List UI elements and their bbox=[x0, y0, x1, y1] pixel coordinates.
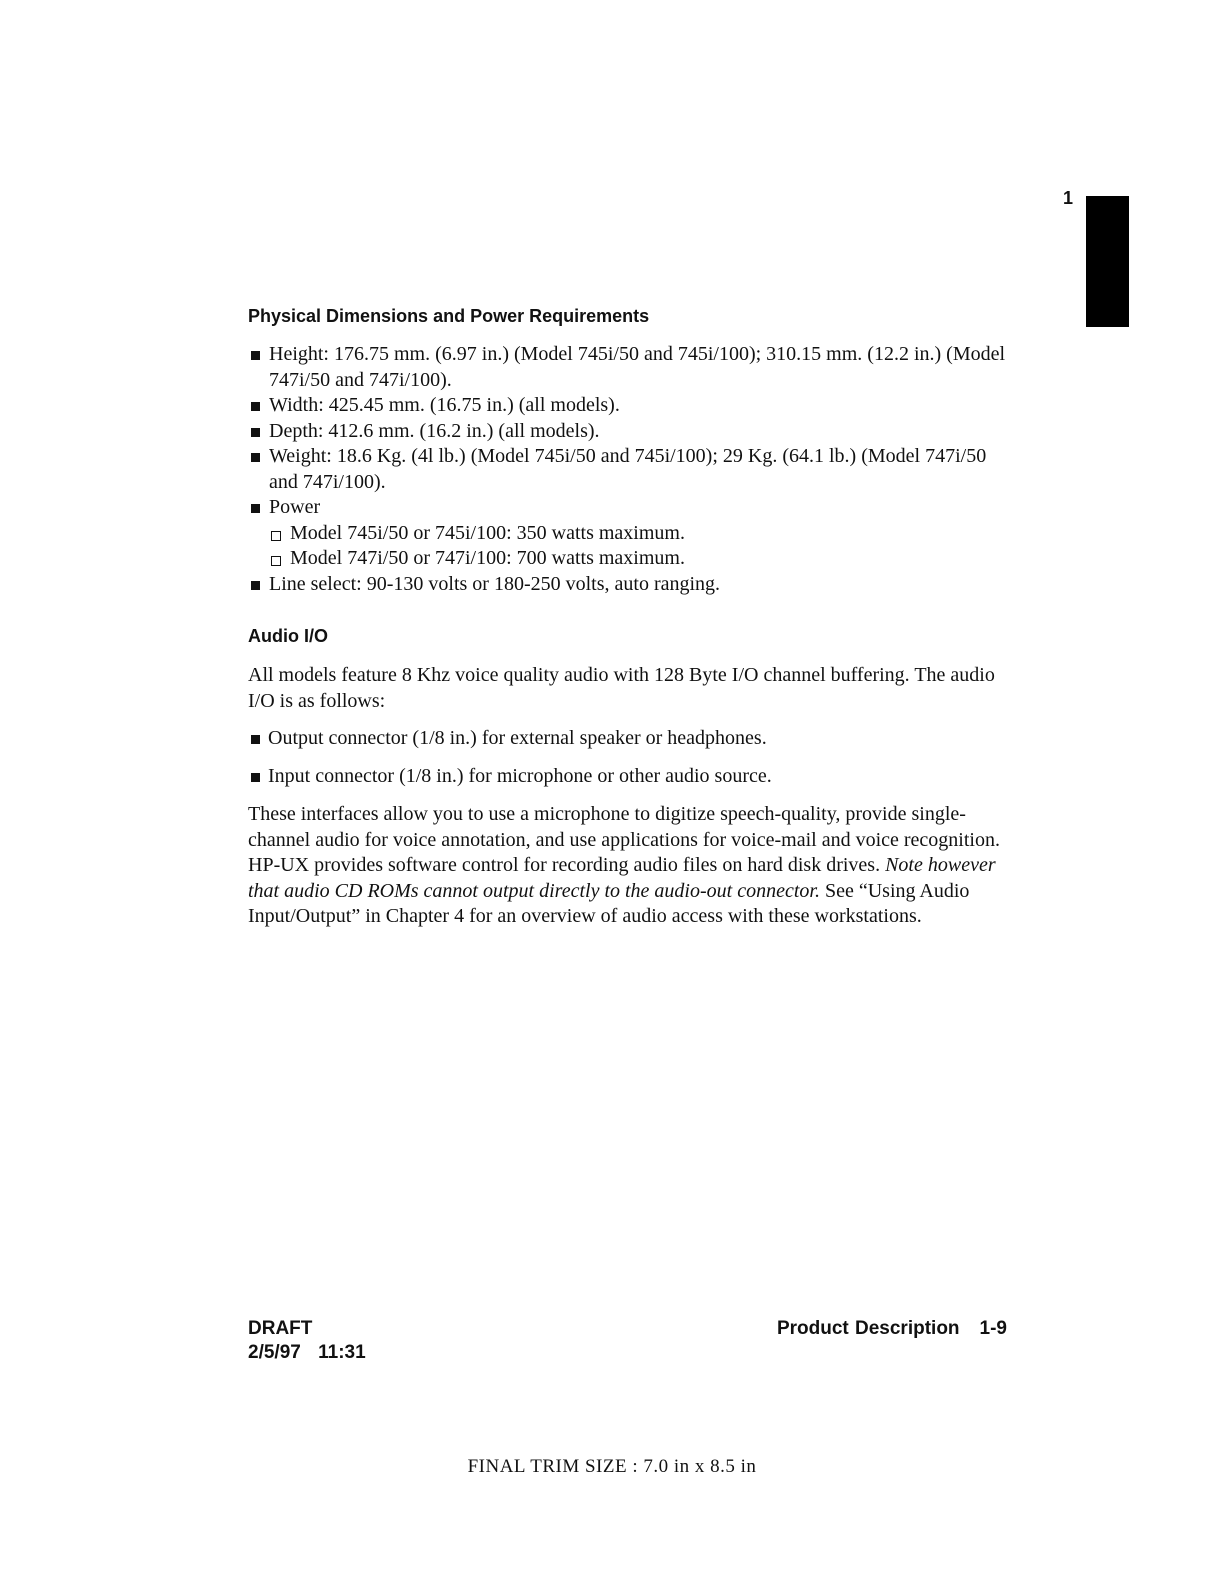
chapter-tab-number: 1 bbox=[1063, 188, 1074, 208]
power-sublist bbox=[269, 521, 1008, 572]
footer-date: 2/5/97 11:31 bbox=[248, 1342, 366, 1363]
physical-specs-list bbox=[248, 342, 1008, 597]
list-item-power-745: Model 745i/50 or 745i/100: 350 watts maximum. bbox=[269, 521, 1008, 547]
page-number: 1-9 bbox=[979, 1318, 1007, 1339]
list-item-power-747: Model 747i/50 or 747i/100: 700 watts maximum. bbox=[269, 546, 1008, 572]
footer-draft-label: DRAFT bbox=[248, 1318, 313, 1339]
audio-connectors-list bbox=[248, 726, 1008, 801]
audio-detail-paragraph: These interfaces allow you to use a microphone to digitize speech-quality, provide single-channel audio for voice annotation, and use applications for voice-mail and voice recognition. HP-UX provides software control for recording audio files on hard disk drives. Note however that audio CD ROMs cannot output directly to the audio-out connector. See “Using Audio Input/Output” in Chapter 4 for an overview of audio access with these workstations. bbox=[248, 803, 1000, 927]
trim-size-note: FINAL TRIM SIZE : 7.0 in x 8.5 in bbox=[467, 1456, 757, 1477]
list-item-width: Width: 425.45 mm. (16.75 in.) (all models). bbox=[248, 393, 1008, 419]
audio-cd-note: Note however that audio CD ROMs cannot output directly to the audio-out connector. bbox=[248, 854, 996, 902]
audio-intro-paragraph: All models feature 8 Khz voice quality audio with 128 Byte I/O channel buffering. The audio I/O is as follows: bbox=[248, 664, 995, 712]
section-heading-audio: Audio I/O bbox=[248, 626, 328, 646]
list-item-height: Height: 176.75 mm. (6.97 in.) (Model 745i/50 and 745i/100); 310.15 mm. (12.2 in.) (Model 747i/50 and 747i/100). bbox=[248, 342, 1008, 393]
list-item-power: Power Model 745i/50 or 745i/100: 350 watts maximum. Model 747i/50 or 747i/100: 700 watts maximum. bbox=[248, 495, 1008, 572]
chapter-tab-marker bbox=[1086, 196, 1129, 327]
list-item-depth: Depth: 412.6 mm. (16.2 in.) (all models). bbox=[248, 419, 1008, 445]
footer-section-title: Product Description bbox=[776, 1318, 960, 1339]
list-item-output-connector: Output connector (1/8 in.) for external speaker or headphones. bbox=[248, 726, 1008, 752]
footer-running-title bbox=[777, 1318, 1007, 1340]
list-item-weight: Weight: 18.6 Kg. (4l lb.) (Model 745i/50 and 745i/100); 29 Kg. (64.1 lb.) (Model 747i/50 and 747i/100). bbox=[248, 444, 1008, 495]
section-heading-physical: Physical Dimensions and Power Requirements bbox=[248, 306, 650, 326]
list-item-input-connector: Input connector (1/8 in.) for microphone or other audio source. bbox=[248, 764, 1008, 790]
list-item-line-select: Line select: 90-130 volts or 180-250 volts, auto ranging. bbox=[248, 572, 1008, 598]
